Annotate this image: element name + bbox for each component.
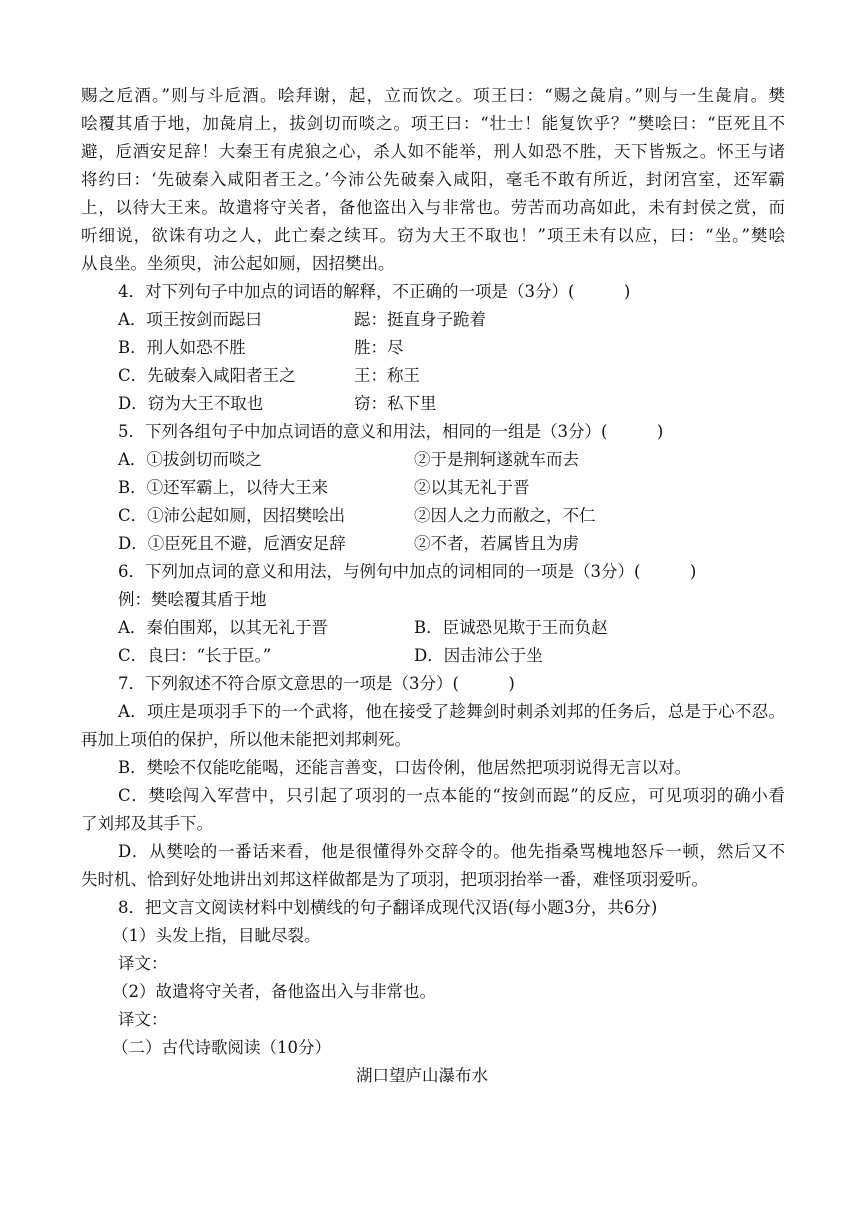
passage-line: 将约曰：‘先破秦入咸阳者王之。’今沛公先破秦入咸阳，毫毛不敢有所近，封闭宫室，还军霸 bbox=[81, 170, 785, 189]
q5-option-b-1: B．①还军霸上，以待大王来 bbox=[118, 478, 329, 497]
q5-option-a-2: ②于是荆轲遂就车而去 bbox=[414, 450, 579, 469]
q7-option-a-cont: 再加上项伯的保护，所以他未能把刘邦刺死。 bbox=[81, 730, 411, 749]
q4-gloss-d: 窃：私下里 bbox=[354, 394, 437, 413]
q5-option-d-2: ②不者，若属皆且为虏 bbox=[414, 534, 579, 553]
q7-option-c-cont: 了刘邦及其手下。 bbox=[81, 814, 213, 833]
section-heading: （二）古代诗歌阅读（10分） bbox=[112, 1038, 331, 1057]
passage-line: 听细说，欲诛有功之人，此亡秦之续耳。窃为大王不取也！”项王未有以应，曰：“坐。”樊哙 bbox=[81, 226, 785, 245]
question-8-stem: 8．把文言文阅读材料中划横线的句子翻译成现代汉语(每小题3分，共6分) bbox=[118, 898, 658, 917]
question-7-stem: 7．下列叙述不符合原文意思的一项是（3分）( ) bbox=[118, 674, 515, 693]
q7-option-c: C．樊哙闯入军营中，只引起了项羽的一点本能的“按剑而跽”的反应，可见项羽的确小看 bbox=[118, 786, 785, 805]
q7-option-a: A．项庄是项羽手下的一个武将，他在接受了趁舞剑时刺杀刘邦的任务后，总是于心不忍。 bbox=[118, 702, 785, 721]
q4-gloss-c: 王：称王 bbox=[354, 366, 420, 385]
q4-option-c: C．先破秦入咸阳者王之 bbox=[118, 366, 296, 385]
q5-option-a-1: A．①拔剑切而啖之 bbox=[118, 450, 262, 469]
passage-line: 从良坐。坐须臾，沛公起如厕，因招樊出。 bbox=[81, 254, 395, 273]
q4-gloss-b: 胜：尽 bbox=[354, 338, 404, 357]
q5-option-b-2: ②以其无礼于晋 bbox=[414, 478, 530, 497]
q4-gloss-a: 跽：挺直身子跪着 bbox=[354, 310, 486, 329]
q6-example: 例：樊哙覆其盾于地 bbox=[118, 590, 267, 609]
passage-line: 上，以待大王来。故遣将守关者，备他盗出入与非常也。劳苦而功高如此，未有封侯之赏，而 bbox=[81, 198, 785, 217]
q7-option-b: B．樊哙不仅能吃能喝，还能言善变，口齿伶俐，他居然把项羽说得无言以对。 bbox=[118, 758, 692, 777]
q8-sentence-1: （1）头发上指，目眦尽裂。 bbox=[112, 926, 321, 945]
question-5-stem: 5．下列各组句子中加点词语的意义和用法，相同的一组是（3分）( ) bbox=[118, 422, 664, 441]
q8-sentence-2: （2）故遣将守关者，备他盗出入与非常也。 bbox=[112, 982, 436, 1001]
q6-option-c: C．良曰：“长于臣。” bbox=[118, 646, 272, 665]
q6-option-d: D．因击沛公于坐 bbox=[414, 646, 543, 665]
question-6-stem: 6．下列加点词的意义和用法，与例句中加点的词相同的一项是（3分）( ) bbox=[118, 562, 697, 581]
q8-translation-label-2: 译文： bbox=[118, 1010, 168, 1029]
q4-option-b: B．刑人如恐不胜 bbox=[118, 338, 246, 357]
poem-title: 湖口望庐山瀑布水 bbox=[356, 1066, 488, 1085]
q5-option-c-1: C．①沛公起如厕，因招樊哙出 bbox=[118, 506, 346, 525]
passage-line: 哙覆其盾于地，加彘肩上，拔剑切而啖之。项王曰：“壮士！能复饮乎？”樊哙曰：“臣死且不 bbox=[81, 114, 785, 133]
question-4-stem: 4．对下列句子中加点的词语的解释，不正确的一项是（3分）( ) bbox=[118, 282, 631, 301]
q8-translation-label-1: 译文： bbox=[118, 954, 168, 973]
q5-option-d-1: D．①臣死且不避，卮酒安足辞 bbox=[118, 534, 346, 553]
passage-line: 避，卮酒安足辞！大秦王有虎狼之心，杀人如不能举，刑人如恐不胜，天下皆叛之。怀王与诸 bbox=[81, 142, 785, 161]
q4-option-a: A．项王按剑而跽曰 bbox=[118, 310, 262, 329]
passage-line: 赐之卮酒。”则与斗卮酒。哙拜谢，起，立而饮之。项王曰：“赐之彘肩。”则与一生彘肩。樊 bbox=[81, 86, 785, 105]
q6-option-b: B．臣诚恐见欺于王而负赵 bbox=[414, 618, 608, 637]
q6-option-a: A．秦伯围郑，以其无礼于晋 bbox=[118, 618, 328, 637]
q5-option-c-2: ②因人之力而敝之，不仁 bbox=[414, 506, 596, 525]
q7-option-d-cont: 失时机、恰到好处地讲出刘邦这样做都是为了项羽，把项羽抬举一番，难怪项羽爱听。 bbox=[81, 870, 708, 889]
q7-option-d: D．从樊哙的一番话来看，他是很懂得外交辞令的。他先指桑骂槐地怒斥一顿，然后又不 bbox=[118, 842, 785, 861]
q4-option-d: D．窃为大王不取也 bbox=[118, 394, 264, 413]
